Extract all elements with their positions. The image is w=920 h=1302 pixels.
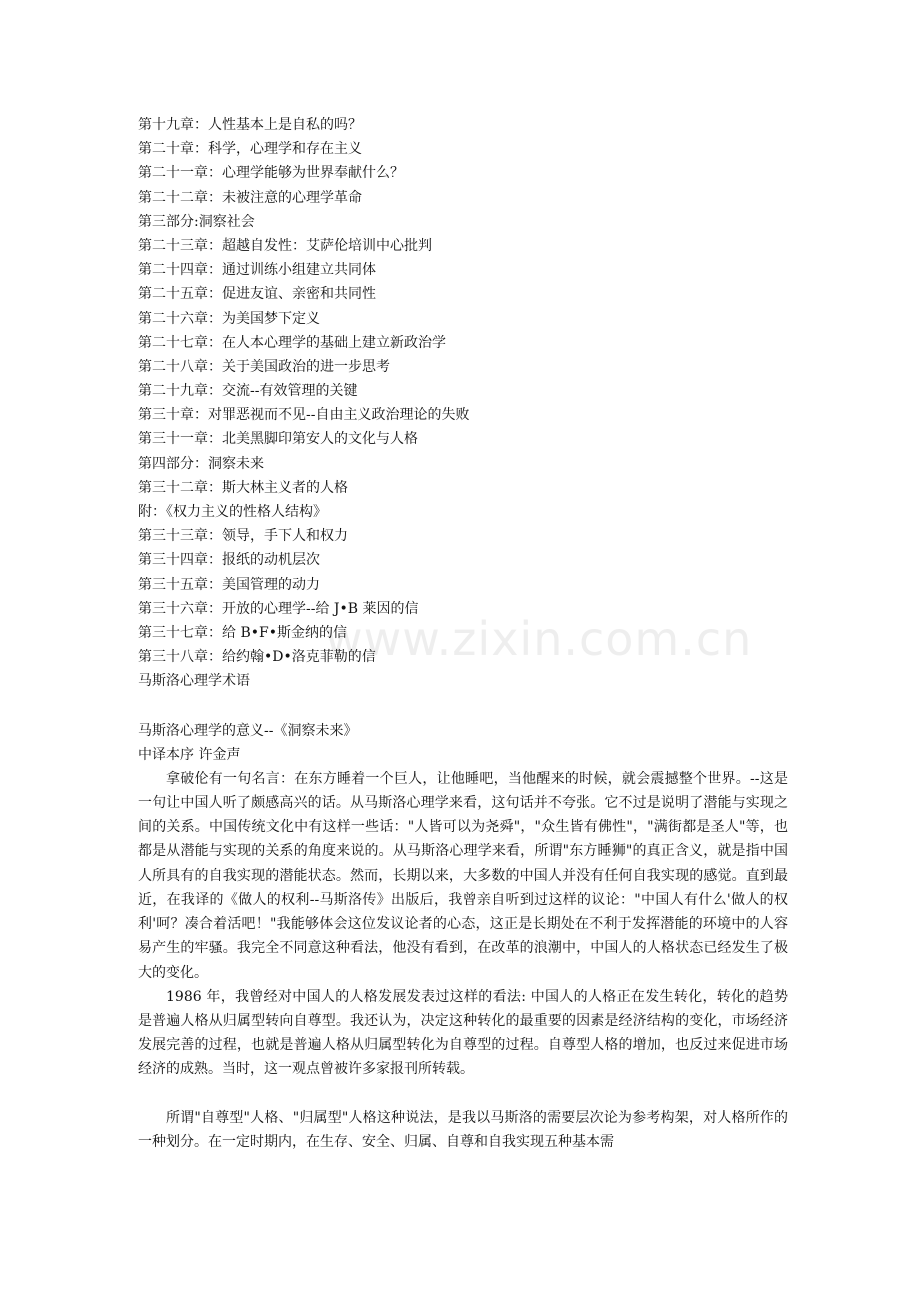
toc-item: 第二十章：科学，心理学和存在主义 [138,141,362,158]
document-page [138,113,788,1154]
toc-item: 马斯洛心理学术语 [138,673,250,690]
spacer [138,694,788,719]
toc-item: 第二十六章：为美国梦下定义 [138,310,320,327]
toc-item: 第三十二章：斯大林主义者的人格 [138,479,348,496]
body-paragraph: 拿破伦有一句名言：在东方睡着一个巨人，让他睡吧，当他醒来的时候，就会震撼整个世界。--这是一句让中国人听了颇感高兴的话。从马斯洛心理学来看，这句话并不夸张。它不过是说明了潜能与实现之间的关系。中国传统文化中有这样一些话："人皆可以为尧舜"，"众生皆有佛性"，"满街都是圣人"等，也都是从潜能与实现的关系的角度来说的。从马斯洛心理学来看，所谓"东方睡狮"的真正含义，就是指中国人所具有的自我实现的潜能状态。然而，长期以来，大多数的中国人并没有任何自我实现的感觉。直到最近，在我译的《做人的权利--马斯洛传》出版后，我曾亲自听到过这样的议论："中国人有什么'做人的权利'呵？凑合着活吧！"我能够体会这位发议论者的心态，这正是长期处在不利于发挥潜能的环境中的人容易产生的牢骚。我完全不同意这种看法，他没有看到，在改革的浪潮中，中国人的人格状态已经发生了极大的变化。 [138,770,788,981]
toc-item: 第二十四章：通过训练小组建立共同体 [138,262,376,279]
toc-part-heading: 第三部分:洞察社会 [138,213,255,230]
toc-item: 第十九章：人性基本上是自私的吗？ [138,117,362,133]
toc-part-heading: 第四部分：洞察未来 [138,455,264,472]
body-paragraph: 所谓"自尊型"人格、"归属型"人格这种说法，是我以马斯洛的需要层次论为参考构架，对人格所作的一种划分。在一定时期内，在生存、安全、归属、自尊和自我实现五种基本需 [138,1109,788,1150]
watermark: www.zixin.com.cn [325,612,753,666]
toc-item: 第二十二章：未被注意的心理学革命 [138,189,362,206]
toc-item: 第三十四章：报纸的动机层次 [138,552,320,569]
toc-item: 第二十五章：促进友谊、亲密和共同性 [138,286,376,303]
toc-item: 第三十六章：开放的心理学--给 J•B 莱因的信 [138,600,419,617]
toc-item: 第三十一章：北美黑脚印第安人的文化与人格 [138,431,418,448]
toc-item: 第三十八章：给约翰•D•洛克菲勒的信 [138,649,376,666]
toc-item: 第二十七章：在人本心理学的基础上建立新政治学 [138,334,446,351]
table-of-contents [138,113,788,694]
section-title: 马斯洛心理学的意义--《洞察未来》 [138,722,358,739]
toc-item: 第三十章：对罪恶视而不见--自由主义政治理论的失败 [138,407,470,424]
body-paragraph: 1986 年，我曾经对中国人的人格发展发表过这样的看法: 中国人的人格正在发生转化，转化的趋势是普遍人格从归属型转向自尊型。我还认为，决定这种转化的最重要的因素是经济结构的变化，市场经济发展完善的过程，也就是普遍人格从归属型转化为自尊型的过程。自尊型人格的增加，也反过来促进市场经济的成熟。当时，这一观点曾被许多家报刊所转载。 [138,988,788,1078]
toc-item: 附：《权力主义的性格人结构》 [138,504,327,520]
section-subtitle: 中译本序 许金声 [138,746,241,763]
toc-item: 第二十三章：超越自发性：艾萨伦培训中心批判 [138,237,432,254]
spacer [138,1082,788,1106]
toc-item: 第三十五章：美国管理的动力 [138,576,320,593]
toc-item: 第二十九章：交流--有效管理的关键 [138,383,358,400]
toc-item: 第三十三章：领导，手下人和权力 [138,528,348,545]
toc-item: 第三十七章：给 B•F•斯金纳的信 [138,624,347,641]
toc-item: 第二十一章：心理学能够为世界奉献什么？ [138,165,404,182]
toc-item: 第二十八章：关于美国政治的进一步思考 [138,358,390,375]
